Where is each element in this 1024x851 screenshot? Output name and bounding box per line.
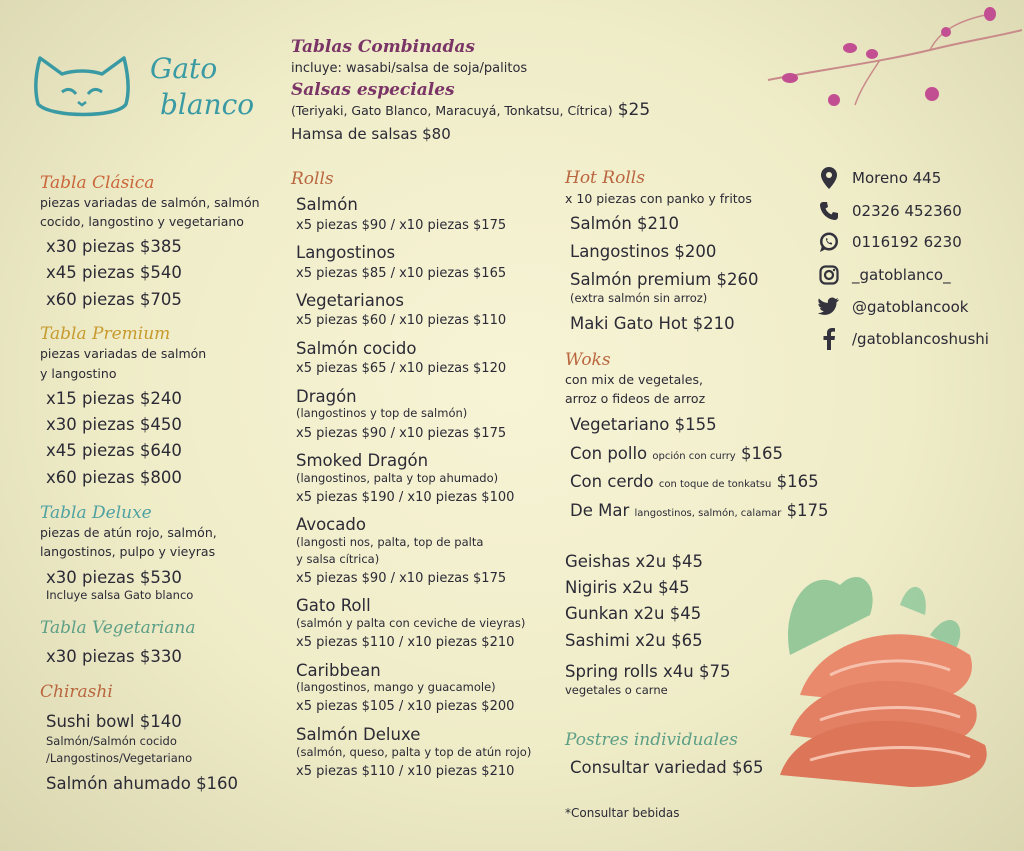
roll-name: Avocado [296, 515, 366, 534]
chirashi-note1: Salmón/Salmón cocido [46, 734, 177, 748]
roll-name: Gato Roll [296, 596, 371, 615]
whatsapp-icon [818, 231, 840, 253]
contact-address [818, 164, 941, 192]
roll-note: (salmón y palta con ceviche de vieyras) [296, 616, 526, 630]
wok-cerdo-price: $165 [776, 472, 819, 491]
salsas-price: $25 [617, 100, 651, 120]
woks-desc1: con mix de vegetales, [565, 372, 703, 387]
roll-note: (salmón, queso, palta y top de atún rojo) [296, 745, 532, 759]
chirashi-note2: /Langostinos/Vegetariano [46, 751, 193, 765]
roll-name: Vegetarianos [296, 291, 404, 310]
extra-item: Gunkan x2u $45 [565, 604, 702, 623]
premium-item: x60 piezas $800 [46, 468, 182, 487]
contact-twitter [818, 293, 968, 321]
deluxe-desc1: piezas de atún rojo, salmón, [40, 525, 217, 540]
spring-rolls-note: vegetales o carne [565, 683, 668, 697]
wok-pollo-opt: opción con curry [652, 451, 736, 462]
brand-line1: Gato [150, 52, 218, 85]
wok-mar [570, 499, 829, 526]
roll-price: x5 piezas $110 / x10 piezas $210 [296, 764, 515, 779]
extra-item: Geishas x2u $45 [565, 552, 703, 571]
roll-price: x5 piezas $190 / x10 piezas $100 [296, 490, 515, 505]
deluxe-note: Incluye salsa Gato blanco [46, 588, 194, 602]
salmon-sashimi-illustration [760, 545, 1010, 795]
whatsapp-text: 0116192 6230 [852, 233, 962, 251]
hot-rolls-desc: x 10 piezas con panko y fritos [565, 191, 752, 206]
instagram-icon [818, 264, 840, 286]
hot-rolls-title: Hot Rolls [565, 168, 645, 188]
facebook-text: /gatoblancoshushi [852, 330, 989, 348]
roll-note2: y salsa cítrica) [296, 552, 380, 566]
instagram-text: _gatoblanco_ [852, 266, 951, 284]
premium-item: x15 piezas $240 [46, 389, 182, 408]
contact-facebook [818, 325, 989, 353]
phone-icon [818, 200, 840, 222]
roll-price: x5 piezas $85 / x10 piezas $165 [296, 266, 507, 281]
cherry-branch-illustration [760, 0, 1024, 120]
premium-item: x30 piezas $450 [46, 415, 182, 434]
roll-price: x5 piezas $90 / x10 piezas $175 [296, 571, 507, 586]
premium-desc1: piezas variadas de salmón [40, 346, 207, 361]
location-pin-icon [818, 167, 840, 189]
roll-name: Salmón [296, 195, 358, 214]
contact-whatsapp [818, 228, 962, 256]
vegetariana-item: x30 piezas $330 [46, 647, 182, 666]
deluxe-desc2: langostinos, pulpo y vieyras [40, 544, 216, 559]
hot-roll-maki: Maki Gato Hot $210 [570, 314, 735, 333]
combinadas-includes: incluye: wasabi/salsa de soja/palitos [291, 61, 528, 76]
roll-price: x5 piezas $105 / x10 piezas $200 [296, 699, 515, 714]
deluxe-title: Tabla Deluxe [40, 503, 152, 523]
extra-item: Sashimi x2u $65 [565, 631, 703, 650]
cat-logo-icon [30, 52, 135, 122]
roll-note: (langosti nos, palta, top de palta [296, 535, 484, 549]
roll-note: (langostinos, palta y top ahumado) [296, 471, 499, 485]
hamsa-salsas: Hamsa de salsas $80 [291, 125, 451, 143]
salsas-list: (Teriyaki, Gato Blanco, Maracuyá, Tonkatsu, Cítrica) [291, 103, 613, 118]
roll-note: (langostinos y top de salmón) [296, 406, 468, 420]
wok-pollo-name: Con pollo [570, 444, 648, 463]
extra-item: Spring rolls x4u $75 [565, 662, 731, 681]
chirashi-title: Chirashi [40, 682, 113, 702]
address-text: Moreno 445 [852, 169, 942, 187]
roll-name: Langostinos [296, 243, 396, 262]
wok-vegetariano: Vegetariano $155 [570, 415, 717, 434]
wok-cerdo-name: Con cerdo [570, 472, 654, 491]
premium-item: x45 piezas $640 [46, 441, 182, 460]
postres-title: Postres individuales [565, 730, 738, 750]
combinadas-title: Tablas Combinadas [291, 37, 475, 57]
extra-item: Nigiris x2u $45 [565, 578, 690, 597]
clasica-item: x30 piezas $385 [46, 237, 182, 256]
roll-note: (langostinos, mango y guacamole) [296, 680, 496, 694]
twitter-text: @gatoblancook [852, 298, 969, 316]
clasica-desc2: cocido, langostino y vegetariano [40, 214, 244, 229]
vegetariana-title: Tabla Vegetariana [40, 618, 196, 638]
contact-phone [818, 197, 962, 225]
roll-name: Dragón [296, 387, 357, 406]
roll-price: x5 piezas $90 / x10 piezas $175 [296, 218, 507, 233]
wok-cerdo [570, 470, 819, 497]
wok-mar-opt: langostinos, salmón, calamar [634, 508, 782, 519]
phone-text: 02326 452360 [852, 202, 962, 220]
woks-title: Woks [565, 350, 611, 370]
rolls-title: Rolls [291, 169, 334, 189]
woks-desc2: arroz o fideos de arroz [565, 391, 706, 406]
salsas-title: Salsas especiales [291, 80, 455, 100]
roll-price: x5 piezas $60 / x10 piezas $110 [296, 313, 507, 328]
roll-name: Caribbean [296, 661, 381, 680]
clasica-item: x60 piezas $705 [46, 290, 182, 309]
hot-roll-item: Langostinos $200 [570, 242, 717, 261]
wok-pollo-price: $165 [740, 444, 783, 463]
clasica-item: x45 piezas $540 [46, 263, 182, 282]
hot-roll-item: Salmón premium $260 [570, 270, 759, 289]
premium-desc2: y langostino [40, 366, 117, 381]
chirashi-item2: Salmón ahumado $160 [46, 774, 239, 793]
brand-line2: blanco [160, 88, 255, 121]
hot-roll-premium-note: (extra salmón sin arroz) [570, 291, 708, 305]
facebook-icon [818, 328, 840, 350]
premium-title: Tabla Premium [40, 324, 171, 344]
roll-name: Smoked Dragón [296, 451, 429, 470]
wok-pollo [570, 442, 783, 469]
postres-item: Consultar variedad $65 [570, 758, 764, 777]
roll-price: x5 piezas $110 / x10 piezas $210 [296, 635, 515, 650]
roll-name: Salmón Deluxe [296, 725, 421, 744]
roll-price: x5 piezas $65 / x10 piezas $120 [296, 361, 507, 376]
clasica-title: Tabla Clásica [40, 173, 155, 193]
chirashi-item1: Sushi bowl $140 [46, 712, 182, 731]
roll-name: Salmón cocido [296, 339, 417, 358]
deluxe-item: x30 piezas $530 [46, 568, 182, 587]
hot-roll-item: Salmón $210 [570, 214, 680, 233]
clasica-desc1: piezas variadas de salmón, salmón [40, 195, 260, 210]
roll-price: x5 piezas $90 / x10 piezas $175 [296, 426, 507, 441]
wok-mar-price: $175 [786, 501, 829, 520]
bebidas-note: *Consultar bebidas [565, 806, 680, 820]
contact-instagram [818, 261, 951, 289]
wok-mar-name: De Mar [570, 501, 630, 520]
logo [30, 52, 260, 142]
twitter-icon [818, 296, 840, 318]
salsas-line [291, 100, 650, 120]
wok-cerdo-opt: con toque de tonkatsu [658, 479, 772, 490]
